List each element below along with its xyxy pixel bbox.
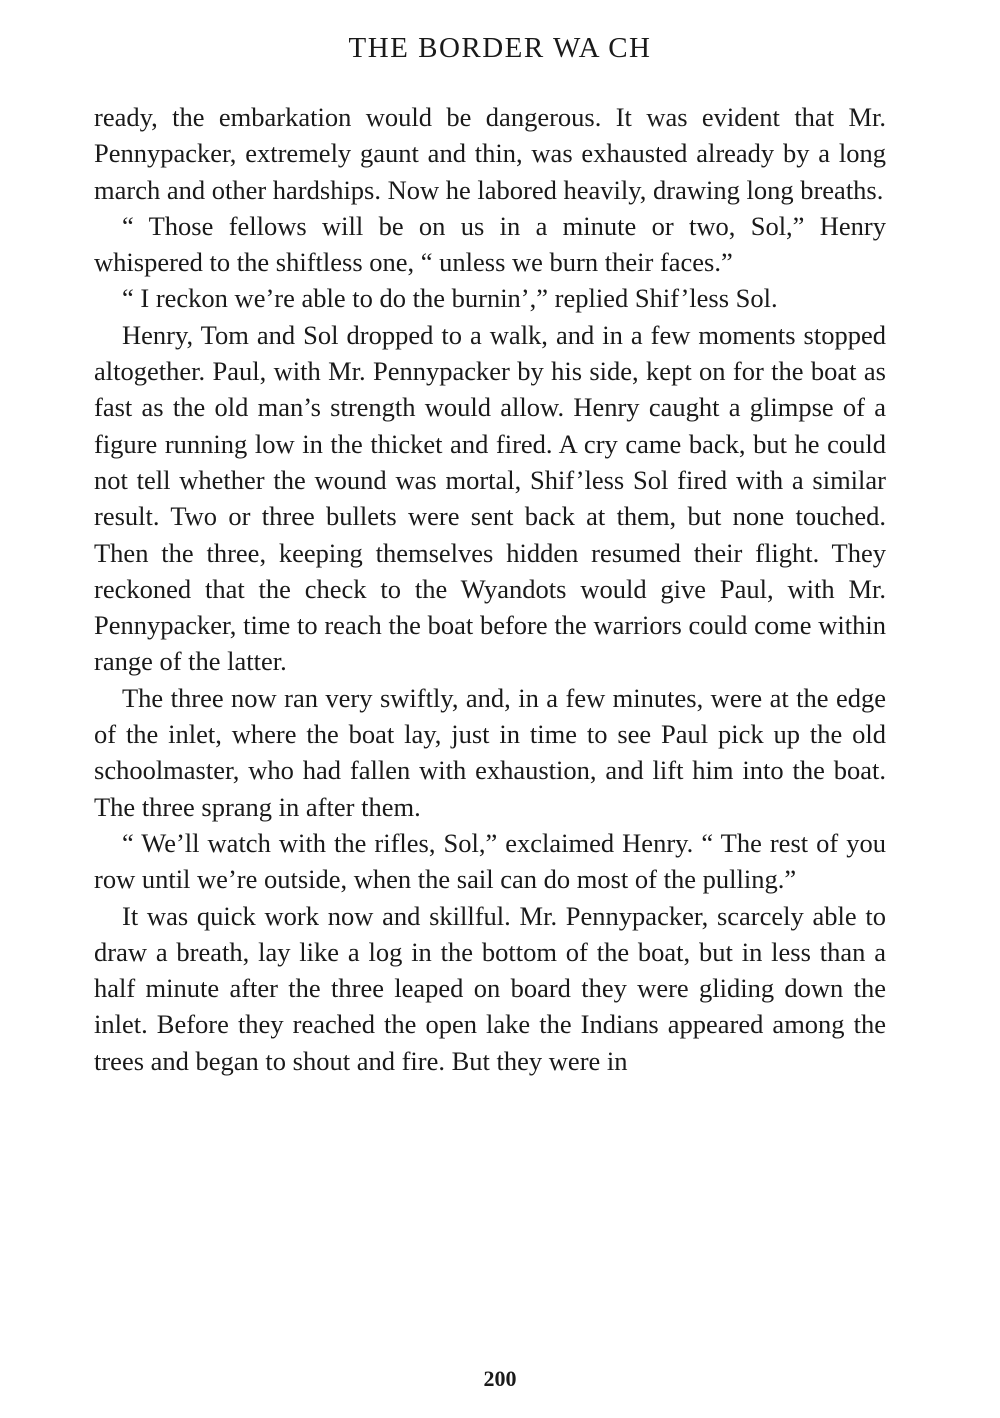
paragraph-1: ready, the embarkation would be dangerous. It was evident that Mr. Pennypacker, extremely gaunt and thin, was exhausted already by a long march and other hardships. Now he labored heavily, drawing long breaths. — [94, 102, 886, 205]
paragraph-3: “ I reckon we’re able to do the burnin’,” replied Shif’less Sol. — [122, 283, 778, 314]
paragraph-5: The three now ran very swiftly, and, in a few minutes, were at the edge of the inlet, where the boat lay, just in time to see Paul pick up the old schoolmaster, who had fallen with exhaustion, and lift him into the boat. The three sprang in after them. — [94, 682, 886, 822]
paragraph-2: “ Those fellows will be on us in a minute or two, Sol,” Henry whispered to the shiftless one, “ unless we burn their faces.” — [94, 210, 886, 278]
paragraph-7: It was quick work now and skillful. Mr. Pennypacker, scarcely able to draw a breath, lay like a log in the bottom of the boat, but in less than a half minute after the three leaped on board they were gliding down the inlet. Before they reached the open lake the Indians appeared among the trees and began to shout and fire. But they were in — [94, 900, 886, 1076]
page-number: 200 — [483, 1366, 517, 1391]
paragraph-4: Henry, Tom and Sol dropped to a walk, and in a few moments stopped altogether. Paul, with Mr. Pennypacker by his side, kept on for the boat as fast as the old man’s strength would allow. Henry caught a glimpse of a figure running low in the thicket and fired. A cry came back, but he could not tell whether the wound was mortal, Shif’less Sol fired with a similar result. Two or three bullets were sent back at them, but none touched. Then the three, keeping themselves hidden resumed their flight. They reckoned that the check to the Wyandots would give Paul, with Mr. Pennypacker, time to reach the boat before the warriors could come within range of the latter. — [94, 319, 886, 677]
running-head: THE BORDER WA CH — [348, 32, 652, 64]
paragraph-6: “ We’ll watch with the rifles, Sol,” exclaimed Henry. “ The rest of you row until we’re outside, when the sail can do most of the pulling.” — [94, 827, 886, 895]
page-body — [94, 99, 886, 1079]
